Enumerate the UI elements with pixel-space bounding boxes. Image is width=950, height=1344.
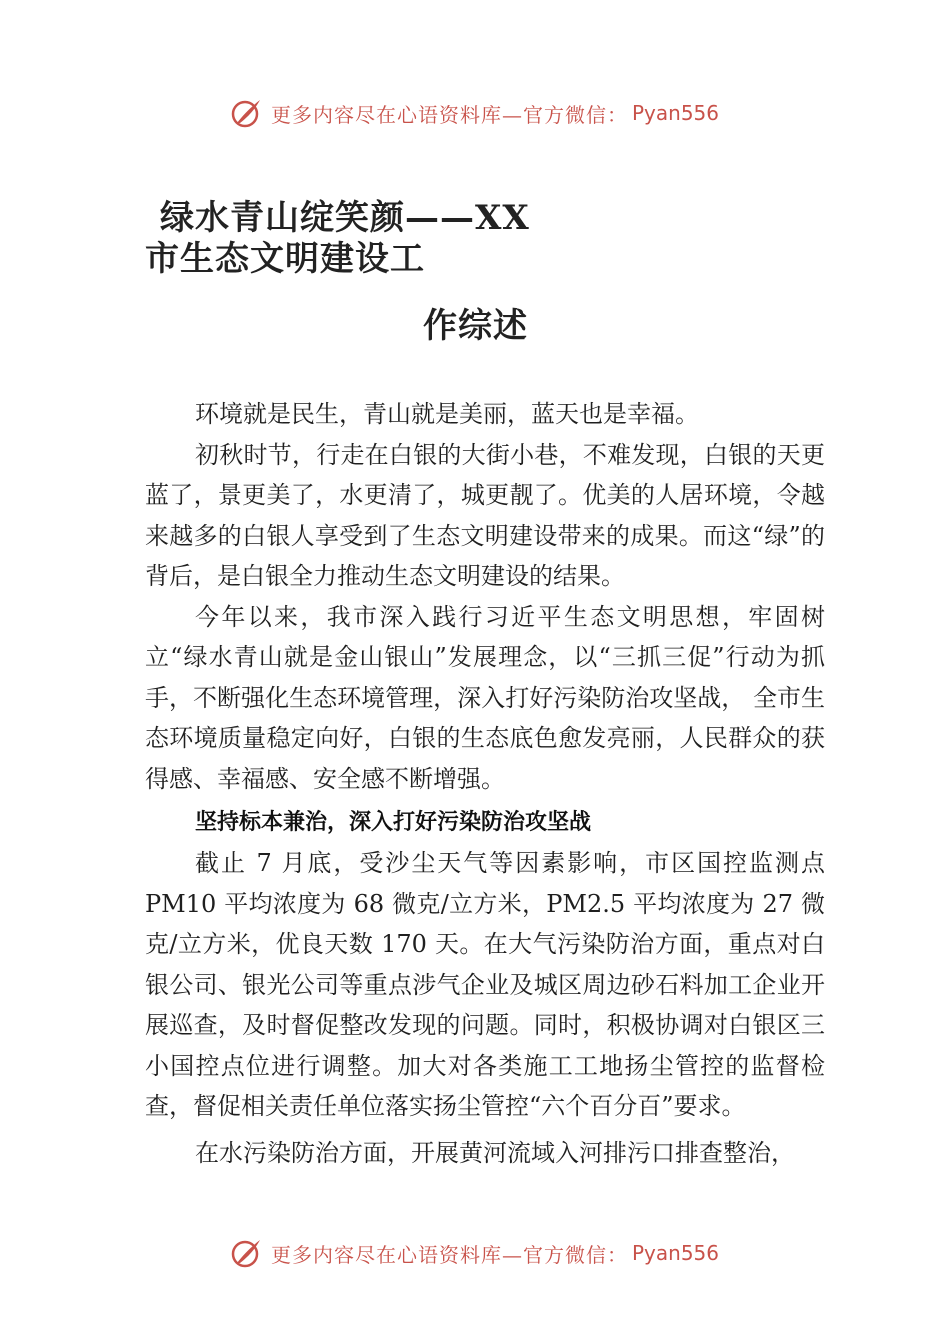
paragraph: 今年以来，我市深入践行习近平生态文明思想，牢固树立“绿水青山就是金山银山”发展理念，以“三抓三促”行动为抓手，不断强化生态环境管理，深入打好污染防治攻坚战， 全市生态环境质量稳定向好，白银的生态底色愈发亮丽，人民群众的获得感、幸福感、安全感不断增强。 — [145, 602, 825, 793]
paragraph: 初秋时节，行走在白银的大街小巷，不难发现，白银的天更蓝了，景更美了，水更清了，城更靓了。优美的人居环境，令越来越多的白银人享受到了生态文明建设带来的成果。而这“绿”的背后，是白银全力推动生态文明建设的结果。 — [145, 440, 825, 590]
paragraph: 环境就是民生，青山就是美丽，蓝天也是幸福。 — [195, 400, 699, 428]
document-title-line-1: 绿水青山绽笑颜——XX — [160, 198, 530, 238]
document-title-line-3: 作综述 — [423, 306, 528, 346]
section-heading: 坚持标本兼治，深入打好污染防治攻坚战 — [195, 810, 592, 835]
banner-wechat-id: Pyan556 — [631, 101, 719, 125]
banner-text: 更多内容尽在心语资料库—官方微信： — [270, 102, 628, 127]
header-banner — [0, 93, 950, 133]
banner-wechat-id: Pyan556 — [631, 1241, 719, 1265]
quill-pen-logo-icon — [231, 1237, 263, 1269]
document-title-line-2: 市生态文明建设工 — [145, 239, 425, 279]
footer-banner — [0, 1233, 950, 1273]
paragraph: 在水污染防治方面，开展黄河流域入河排污口排查整治， — [195, 1138, 795, 1167]
paragraph: 截止 7 月底，受沙尘天气等因素影响，市区国控监测点 PM10 平均浓度为 68 微克/立方米，PM2.5 平均浓度为 27 微克/立方米，优良天数 170 天。在大气污染防治方面，重点对白银公司、银光公司等重点涉气企业及城区周边砂石料加工企业开展巡查，及时督促整改发现的问题。同时，积极协调对白银区三小国控点位进行调整。加大对各类施工工地扬尘管控的监督检查，督促相关责任单位落实扬尘管控“六个百分百”要求。 — [145, 849, 825, 1120]
banner-text: 更多内容尽在心语资料库—官方微信： — [270, 1242, 628, 1267]
quill-pen-logo-icon — [231, 97, 263, 129]
document-body — [145, 394, 825, 1173]
